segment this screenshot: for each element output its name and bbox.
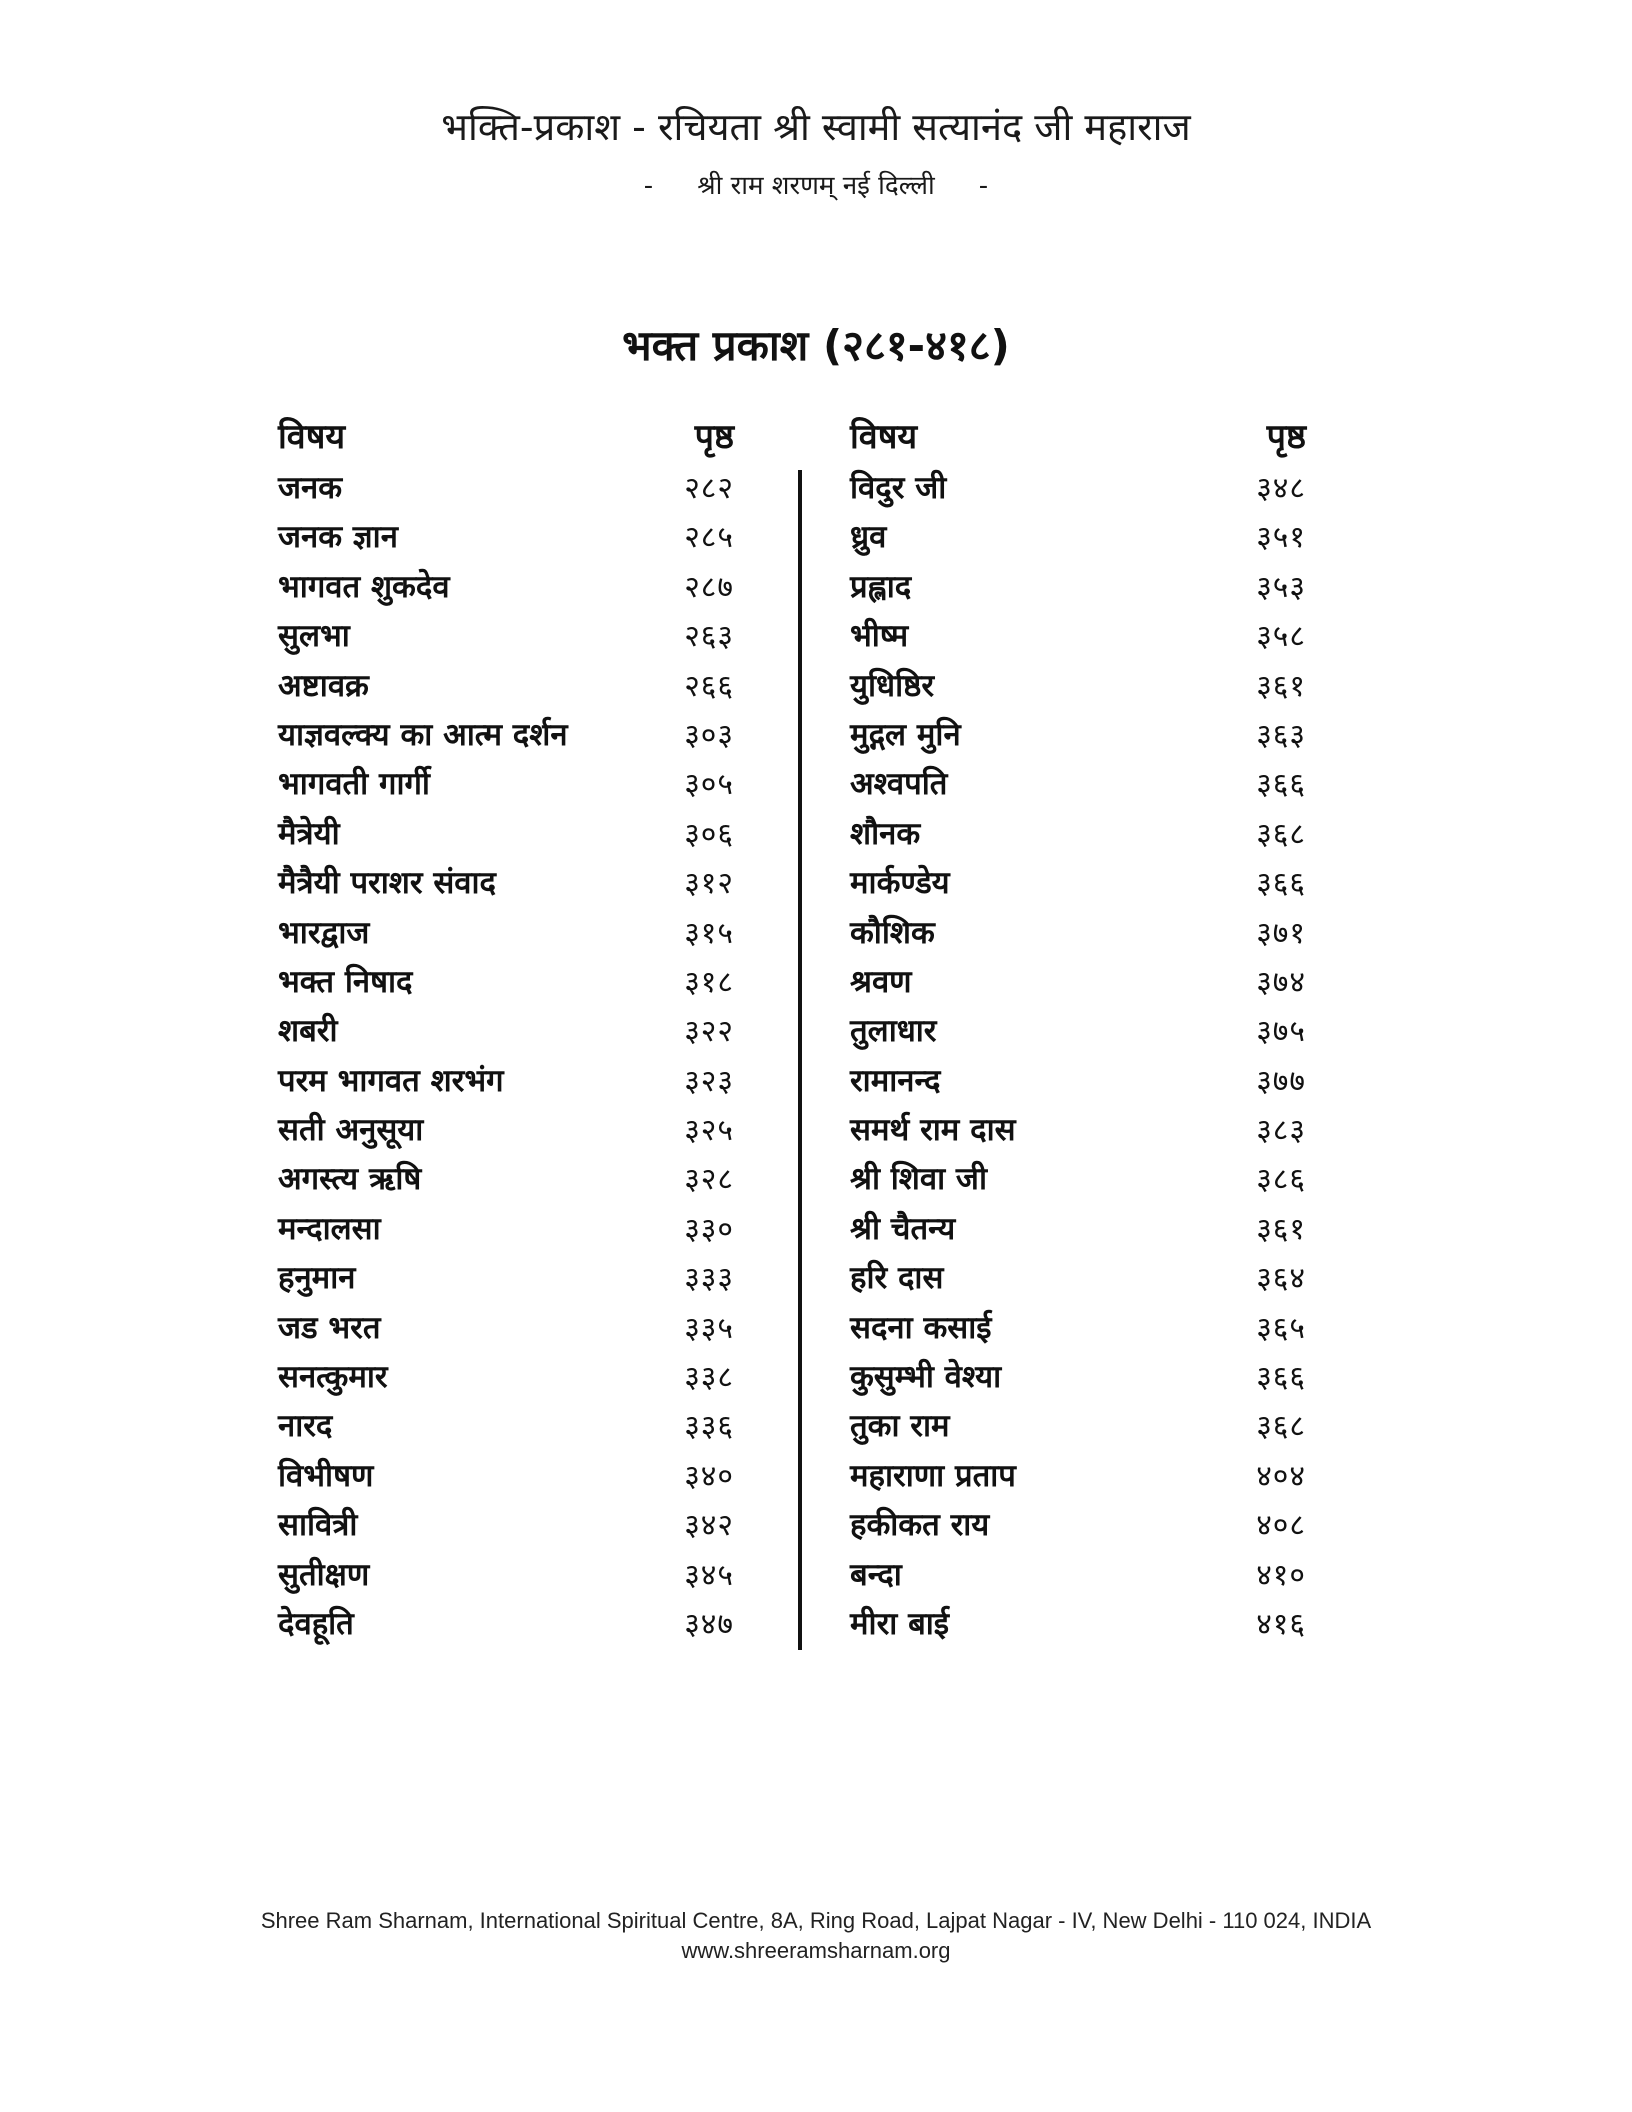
toc-entry (850, 806, 1330, 855)
toc-entry (278, 658, 758, 707)
toc-entry (850, 1596, 1330, 1645)
toc-entry-page: ३६५ (1256, 1310, 1306, 1346)
toc-entry-topic: श्री चैतन्य (850, 1210, 956, 1247)
toc-entry (850, 608, 1330, 657)
toc-entry-page: ३५१ (1256, 520, 1306, 556)
toc-entry (850, 1349, 1330, 1398)
toc-entry-topic: प्रह्लाद (850, 568, 912, 605)
subtitle-dash-left: - (643, 171, 654, 201)
toc-entry (850, 1151, 1330, 1200)
toc-entry (850, 1300, 1330, 1349)
toc-entry (850, 1250, 1330, 1299)
toc-entry-page: ३१२ (684, 866, 734, 902)
toc-entry (850, 658, 1330, 707)
page-heading: पृष्ठ (694, 417, 734, 457)
toc-entry-page: ३४७ (684, 1606, 734, 1642)
toc-entry (850, 756, 1330, 805)
toc-entry-topic: भागवती गार्गी (278, 766, 430, 803)
subtitle-text: श्री राम शरणम् नई दिल्ली (697, 171, 935, 201)
toc-left-column (278, 412, 758, 1645)
toc-entry-topic: सावित्री (278, 1507, 358, 1544)
toc-entry (850, 1201, 1330, 1250)
toc-entry-topic: हनुमान (278, 1260, 356, 1297)
topic-heading: विषय (278, 417, 346, 457)
subtitle-dash-right: - (978, 171, 989, 201)
toc-entry-topic: भागवत शुकदेव (278, 568, 450, 605)
footer-website: www.shreeramsharnam.org (681, 1938, 951, 1963)
toc-entry-topic: जनक (278, 470, 343, 506)
page-heading: पृष्ठ (1266, 417, 1306, 457)
toc-entry (850, 559, 1330, 608)
toc-entry-page: ३६६ (1256, 1360, 1306, 1396)
toc-entry-page: ३७५ (1256, 1014, 1306, 1050)
toc-entry-page: ३६३ (1256, 717, 1306, 753)
toc-entry (850, 1448, 1330, 1497)
toc-entry-topic: ध्रुव (850, 519, 887, 556)
toc-entry (278, 608, 758, 657)
toc-entry-topic: अष्टावक्र (278, 667, 369, 704)
toc-entry-topic: विदुर जी (850, 470, 947, 506)
toc-entry-topic: कौशिक (850, 914, 935, 951)
toc-entry-page: ३६४ (1256, 1261, 1306, 1297)
toc-entry-page: ३६८ (1256, 816, 1306, 852)
toc-entry-topic: सुलभा (278, 618, 350, 655)
toc-entry-page: ३३५ (684, 1310, 734, 1346)
toc-entry-topic: रामानन्द (850, 1062, 941, 1099)
document-subtitle (0, 166, 1632, 202)
toc-entry-topic: तुलाधार (850, 1013, 937, 1050)
toc-right-header (850, 412, 1330, 460)
toc-entry (278, 559, 758, 608)
toc-entry-page: ३३३ (684, 1261, 734, 1297)
toc-entry (278, 1547, 758, 1596)
toc-entry (278, 509, 758, 558)
toc-entry-topic: हकीकत राय (850, 1507, 990, 1544)
toc-entry-page: २८२ (684, 471, 734, 506)
toc-entry (278, 954, 758, 1003)
toc-entry-page: ३६६ (1256, 767, 1306, 803)
toc-entry-topic: श्री शिवा जी (850, 1161, 987, 1198)
toc-entry (278, 1201, 758, 1250)
toc-entry-page: ३४५ (684, 1557, 734, 1593)
toc-right-list (850, 460, 1330, 1645)
toc-entry-topic: भीष्म (850, 618, 909, 655)
toc-entry-page: २८५ (684, 520, 734, 556)
toc-entry-topic: जनक ज्ञान (278, 519, 398, 556)
toc-right-column (850, 412, 1330, 1645)
toc-entry-page: ४१६ (1256, 1606, 1306, 1642)
toc-entry (278, 1250, 758, 1299)
toc-entry (278, 855, 758, 904)
toc-entry-page: ३७४ (1256, 964, 1306, 1000)
toc-entry-page: ३२२ (684, 1014, 734, 1050)
toc-entry-topic: मुद्गल मुनि (850, 716, 961, 753)
toc-entry-page: ३३८ (684, 1360, 734, 1396)
toc-entry (850, 905, 1330, 954)
toc-entry-page: ३५८ (1256, 619, 1306, 655)
toc-entry (850, 1497, 1330, 1546)
toc-entry-page: ३०६ (684, 816, 734, 852)
toc-entry-topic: सुतीक्षण (278, 1556, 370, 1593)
toc-entry (278, 1596, 758, 1645)
toc-entry-page: ३७७ (1256, 1063, 1306, 1099)
toc-entry-topic: शबरी (278, 1013, 338, 1050)
toc-entry-topic: मीरा बाई (850, 1605, 950, 1642)
toc-entry-topic: शौनक (850, 815, 921, 852)
toc-entry-page: ३३६ (684, 1409, 734, 1445)
toc-left-list (278, 460, 758, 1645)
toc-entry-page: ३०३ (684, 717, 734, 753)
toc-entry-page: ४०४ (1256, 1458, 1306, 1494)
toc-entry (850, 707, 1330, 756)
toc-entry-topic: नारद (278, 1408, 333, 1445)
toc-entry-topic: अश्वपति (850, 766, 948, 803)
toc-entry (850, 954, 1330, 1003)
toc-entry-page: ३१५ (684, 915, 734, 951)
toc-entry-page: ३८३ (1256, 1113, 1306, 1149)
toc-entry-page: ३६८ (1256, 1409, 1306, 1445)
toc-entry-page: २६६ (684, 668, 734, 704)
toc-entry-topic: हरि दास (850, 1260, 944, 1297)
toc-entry (850, 1053, 1330, 1102)
toc-entry (278, 806, 758, 855)
document-title: भक्ति-प्रकाश - रचियता श्री स्वामी सत्यानंद जी महाराज (441, 105, 1191, 149)
toc-entry-topic: देवहूति (278, 1605, 354, 1642)
toc-entry (278, 1102, 758, 1151)
toc-entry-page: ३३० (684, 1211, 734, 1247)
toc-entry-topic: श्रवण (850, 963, 912, 1000)
toc-entry (850, 1547, 1330, 1596)
toc-entry (850, 1398, 1330, 1447)
toc-entry (850, 855, 1330, 904)
toc-entry-page: २८७ (684, 569, 734, 605)
toc-entry (278, 1300, 758, 1349)
toc-entry-topic: भारद्वाज (278, 914, 370, 951)
toc-entry-topic: कुसुम्भी वेश्या (850, 1359, 1002, 1396)
toc-entry (850, 460, 1330, 509)
toc-entry-topic: मैत्रैयी पराशर संवाद (278, 865, 497, 902)
toc-entry (850, 1003, 1330, 1052)
toc-entry-page: ३४८ (1256, 471, 1306, 506)
toc-entry (278, 1053, 758, 1102)
toc-entry-page: ३४० (684, 1458, 734, 1494)
toc-entry-page: ३६६ (1256, 866, 1306, 902)
toc-entry-page: ३०५ (684, 767, 734, 803)
toc-entry-topic: सती अनुसूया (278, 1112, 424, 1149)
toc-entry-page: ३२५ (684, 1113, 734, 1149)
toc-entry-topic: अगस्त्य ऋषि (278, 1161, 422, 1198)
toc-entry-topic: सनत्कुमार (278, 1359, 388, 1396)
toc-entry-topic: महाराणा प्रताप (850, 1457, 1016, 1494)
toc-entry-topic: जड भरत (278, 1309, 381, 1346)
toc-entry (850, 1102, 1330, 1151)
toc-entry-page: ३६१ (1256, 668, 1306, 704)
toc-entry (278, 1497, 758, 1546)
toc-left-header (278, 412, 758, 460)
toc-entry-page: ३७१ (1256, 915, 1306, 951)
toc-entry-topic: सदना कसाई (850, 1309, 992, 1346)
toc-entry-page: ३२८ (684, 1162, 734, 1198)
column-divider (798, 470, 802, 1650)
toc-entry-page: ४०८ (1256, 1508, 1306, 1544)
toc-entry-topic: भक्त निषाद (278, 963, 413, 1000)
toc-entry-page: ३२३ (684, 1063, 734, 1099)
footer-address: Shree Ram Sharnam, International Spiritual Centre, 8A, Ring Road, Lajpat Nagar - IV, New Delhi - 110 024, INDIA (260, 1908, 1372, 1933)
toc-entry (278, 756, 758, 805)
toc-entry-topic: युधिष्ठिर (850, 667, 935, 704)
toc-entry-page: ३४२ (684, 1508, 734, 1544)
toc-entry-topic: परम भागवत शरभंग (278, 1062, 504, 1099)
toc-entry-topic: याज्ञवल्क्य का आत्म दर्शन (278, 716, 568, 753)
toc-entry-page: ३५३ (1256, 569, 1306, 605)
toc-entry (278, 1398, 758, 1447)
toc-entry (278, 1151, 758, 1200)
toc-entry (278, 905, 758, 954)
toc-entry-page: ४१० (1256, 1557, 1306, 1593)
toc-entry (278, 1448, 758, 1497)
toc-entry-page: ३६१ (1256, 1211, 1306, 1247)
toc-entry-topic: मार्कण्डेय (850, 865, 950, 902)
toc-entry-topic: बन्दा (850, 1556, 902, 1593)
toc-entry (278, 707, 758, 756)
toc-entry (278, 1003, 758, 1052)
toc-entry (850, 509, 1330, 558)
toc-entry-topic: विभीषण (278, 1457, 374, 1494)
toc-entry-topic: तुका राम (850, 1408, 950, 1445)
toc-entry-page: ३८६ (1256, 1162, 1306, 1198)
toc-entry-topic: मैत्रेयी (278, 815, 340, 852)
toc-entry-page: ३१८ (684, 964, 734, 1000)
toc-entry (278, 1349, 758, 1398)
toc-entry-page: २६३ (684, 619, 734, 655)
topic-heading: विषय (850, 417, 918, 457)
toc-entry-topic: मन्दालसा (278, 1210, 381, 1247)
section-title: भक्त प्रकाश (२८१-४१८) (622, 321, 1010, 370)
toc-entry-topic: समर्थ राम दास (850, 1112, 1016, 1149)
toc-entry (278, 460, 758, 509)
